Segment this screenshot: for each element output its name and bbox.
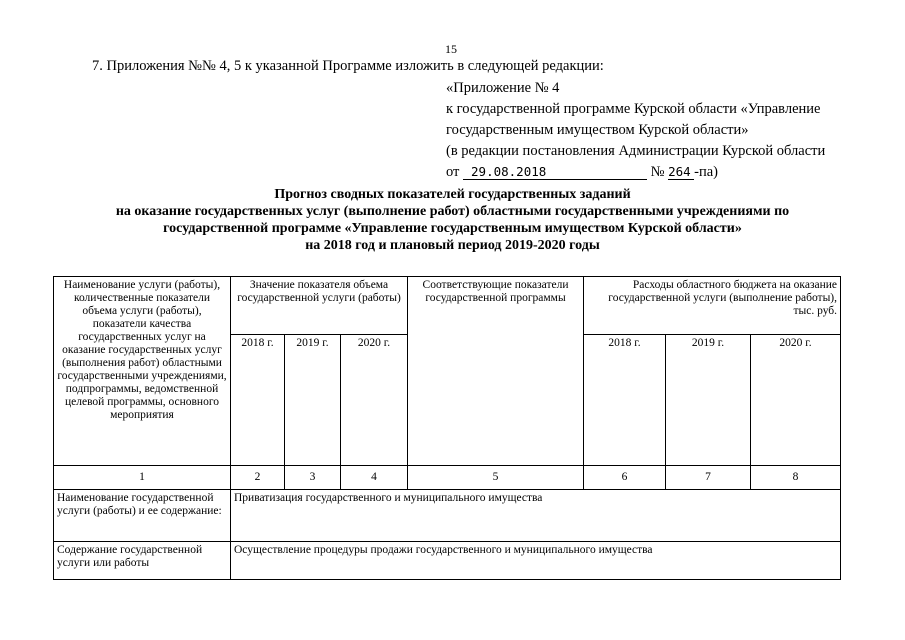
heading-line-4: на 2018 год и плановый период 2019-2020 годы [305,238,600,253]
appendix-line-4: (в редакции постановления Администрации Курской области [446,143,826,159]
forecast-table [53,276,841,580]
column-number-7: 7 [666,466,751,490]
heading-line-3: государственной программе «Управление государственным имуществом Курской области» [163,221,742,236]
heading-line-2: на оказание государственных услуг (выполнение работ) областными государственными учреждениями по [115,204,790,219]
column-number-6: 6 [584,466,666,490]
column-number-3: 3 [285,466,341,490]
table-row [54,490,841,542]
resolution-date: 29.08.2018 [463,165,647,180]
service-name-header: Наименование услуги (работы), количественные показатели объема услуги (работы), показатели качества государственных услуг на оказание государственных услуг (выполнения работ) областными государственными учреждениями, подпрограммы, ведомственной целевой программы, основного мероприятия [54,277,231,466]
column-number-8: 8 [751,466,841,490]
corresponding-indicators-header: Соответствующие показатели государственной программы [408,277,584,466]
row-value: Приватизация государственного и муниципального имущества [231,490,841,542]
column-number-2: 2 [231,466,285,490]
resolution-number: 264 [668,165,694,180]
appendix-line-3: государственным имуществом Курской области» [446,122,749,138]
budget-year-2020: 2020 г. [751,334,841,465]
number-suffix: -па) [694,164,718,180]
value-year-2018: 2018 г. [231,334,285,465]
budget-year-2018: 2018 г. [584,334,666,465]
value-year-2020: 2020 г. [341,334,408,465]
page-number: 15 [445,42,457,56]
intro-paragraph: 7. Приложения №№ 4, 5 к указанной Программе изложить в следующей редакции: [92,58,604,74]
date-prefix: от [446,164,460,180]
budget-group-header: Расходы областного бюджета на оказание государственной услуги (выполнение работы), тыс. руб. [584,277,841,335]
heading-line-1: Прогноз сводных показателей государственных заданий [274,187,631,202]
appendix-line-2: к государственной программе Курской области «Управление [446,101,821,117]
row-value: Осуществление процедуры продажи государственного и муниципального имущества [231,542,841,580]
column-number-4: 4 [341,466,408,490]
table-row [54,542,841,580]
column-number-5: 5 [408,466,584,490]
appendix-title: «Приложение № 4 [446,80,560,96]
column-number-1: 1 [54,466,231,490]
row-label: Наименование государственной услуги (работы) и ее содержание: [54,490,231,542]
row-label: Содержание государственной услуги или работы [54,542,231,580]
value-year-2019: 2019 г. [285,334,341,465]
value-group-header: Значение показателя объема государственной услуги (работы) [231,277,408,335]
appendix-date-line [446,162,825,183]
appendix-header [446,78,825,183]
number-prefix: № [650,164,665,180]
document-heading [60,186,845,254]
budget-year-2019: 2019 г. [666,334,751,465]
